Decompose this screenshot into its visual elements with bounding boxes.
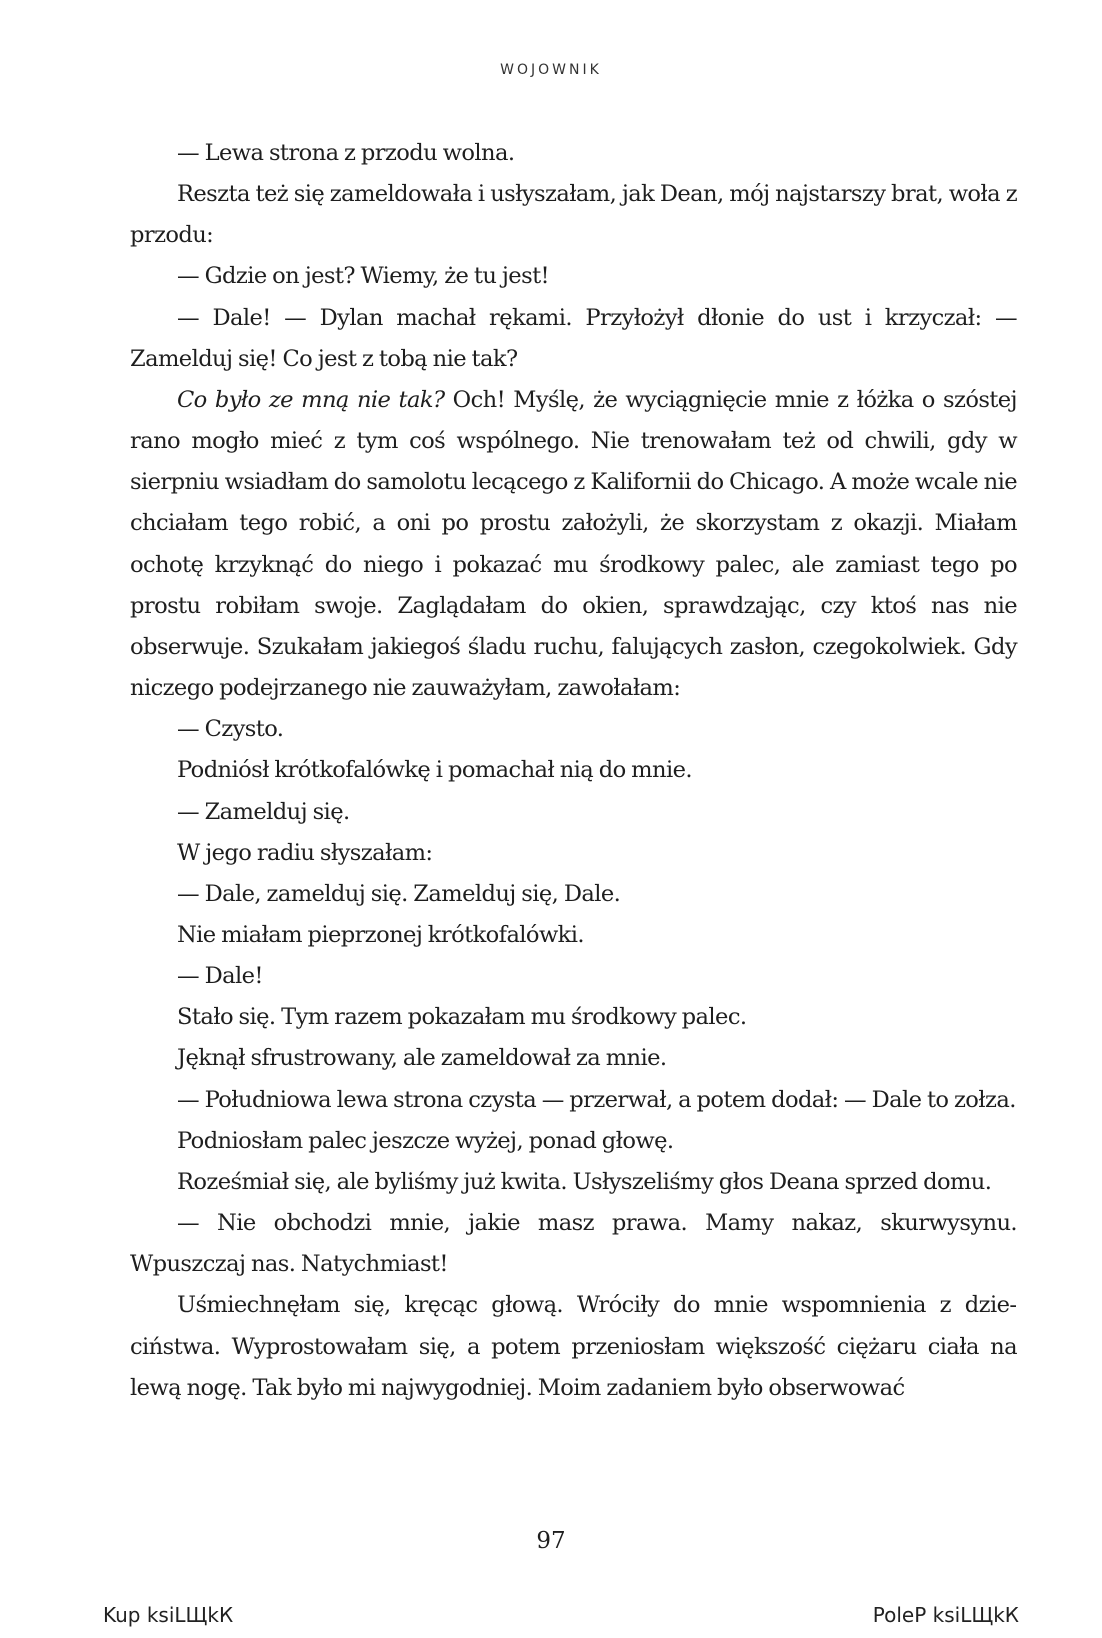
paragraph: — Południowa lewa strona czysta — przerwał, a potem dodał: — Dale to zołza. [177, 1086, 1016, 1113]
paragraph-rest: Och! Myślę, że wyciągnięcie mnie z łóżka o szóstej rano mogło mieć z tym coś wspólnego. Nie trenowałam też od chwili, gdy w sierpniu wsiadłam do samolotu lecącego z Kalifornii do Chicago. A może wcale nie chciałam tego robić, a oni po prostu założyli, że skorzystam z okazji. Miałam ochotę krzyknąć do niego i pokazać mu środkowy palec, ale zamiast tego po prostu robiłam swoje. Zaglądałam do okien, sprawdzając, czy ktoś nas nie obserwuje. Szukałam jakiegoś śladu ruchu, falujących zasłon, czegokolwiek. Gdy niczego podejrzanego nie zauważyłam, zawołałam: [130, 386, 1017, 702]
paragraph [130, 380, 1017, 709]
paragraph: — Lewa strona z przodu wolna. [177, 140, 515, 166]
page-number: 97 [536, 1528, 566, 1554]
paragraph: Jęknął sfrustrowany, ale zameldował za mnie. [177, 1045, 667, 1072]
paragraph: Stało się. Tym razem pokazałam mu środkowy palec. [177, 1004, 747, 1031]
buy-book-link[interactable]: Kup ksiLЩkК [103, 1603, 234, 1627]
paragraph: — Czysto. [177, 716, 284, 743]
paragraph: — Zamelduj się. [177, 798, 350, 825]
paragraph: — Dale! — Dylan machał rękami. Przyłożył dłonie do ust i krzyczał: — Zamelduj się! Co jest z tobą nie tak? [130, 304, 1017, 372]
recommend-book-link[interactable]: PoleР ksiLЩkК [872, 1603, 1019, 1627]
paragraph: — Gdzie on jest? Wiemy, że tu jest! [177, 263, 550, 290]
body-text [130, 133, 1017, 1409]
paragraph: Uśmiechnęłam się, kręcąc głową. Wróciły do mnie wspomnienia z dzieciństwa. Wyprostowałam się, a potem przeniosłam większość ciężaru ciała na lewą nogę. Tak było mi najwygodniej. Moim zadaniem było obserwować [130, 1292, 1017, 1401]
paragraph: Podniosłam palec jeszcze wyżej, ponad głowę. [177, 1127, 674, 1154]
paragraph: Podniósł krótkofalówkę i pomachał nią do mnie. [177, 757, 692, 784]
paragraph: — Dale! [177, 963, 263, 990]
paragraph: Nie miałam pieprzonej krótkofalówki. [177, 921, 584, 948]
paragraph: Reszta też się zameldowała i usłyszałam, jak Dean, mój najstarszy brat, woła z przodu: [130, 181, 1017, 249]
paragraph: — Dale, zamelduj się. Zamelduj się, Dale. [177, 880, 621, 907]
running-header: WOJOWNIK [500, 62, 602, 78]
paragraph: Roześmiał się, ale byliśmy już kwita. Usłyszeliśmy głos Deana sprzed domu. [177, 1168, 992, 1195]
italic-lead: Co było ze mną nie tak? [177, 386, 445, 413]
paragraph: — Nie obchodzi mnie, jakie masz prawa. Mamy nakaz, skurwysynu. Wpuszczaj nas. Natychmiast! [130, 1210, 1017, 1278]
paragraph: W jego radiu słyszałam: [177, 839, 433, 866]
